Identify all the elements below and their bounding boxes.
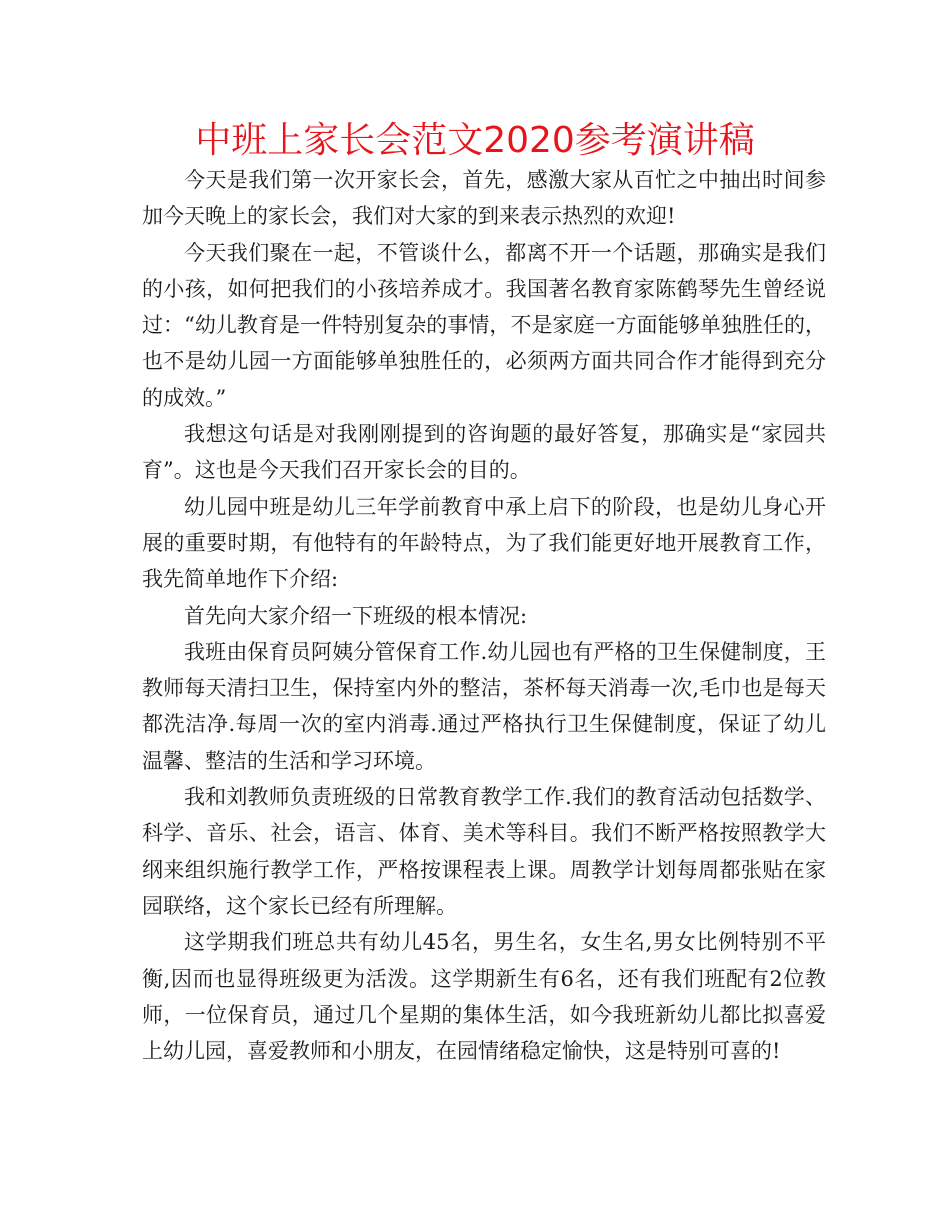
paragraph-4: 幼儿园中班是幼儿三年学前教育中承上启下的阶段，也是幼儿身心开展的重要时期，有他特有的年龄特点，为了我们能更好地开展教育工作，我先简单地作下介绍: [142,494,826,592]
paragraph-3: 我想这句话是对我刚刚提到的咨询题的最好答复，那确实是“家园共育”。这也是今天我们召开家长会的目的。 [142,422,826,483]
paragraph-1: 今天是我们第一次开家长会，首先，感激大家从百忙之中抽出时间参加今天晚上的家长会，我们对大家的到来表示热烈的欢迎! [142,168,826,229]
paragraph-2: 今天我们聚在一起，不管谈什么，都离不开一个话题，那确实是我们的小孩，如何把我们的小孩培养成才。我国著名教育家陈鹤琴先生曾经说过：“幼儿教育是一件特别复杂的事情，不是家庭一方面能够单独胜任的，也不是幼儿园一方面能够单独胜任的，必须两方面共同合作才能得到充分的成效。” [142,240,826,410]
paragraph-6: 我班由保育员阿姨分管保育工作.幼儿园也有严格的卫生保健制度，王教师每天清扫卫生，保持室内外的整洁，茶杯每天消毒一次,毛巾也是每天都洗洁净.每周一次的室内消毒.通过严格执行卫生保健制度，保证了幼儿温馨、整洁的生活和学习环境。 [142,639,826,773]
paragraph-7: 我和刘教师负责班级的日常教育教学工作.我们的教育活动包括数学、科学、音乐、社会，语言、体育、美术等科目。我们不断严格按照教学大纲来组织施行教学工作，严格按课程表上课。周教学计划每周都张贴在家园联络，这个家长已经有所理解。 [142,785,826,918]
document-body [142,162,826,1069]
document-title: 中班上家长会范文2020参考演讲稿 [195,120,755,161]
paragraph-8: 这学期我们班总共有幼儿45名，男生名，女生名,男女比例特别不平衡,因而也显得班级更为活泼。这学期新生有6名，还有我们班配有2位教师，一位保育员，通过几个星期的集体生活，如今我班新幼儿都比拟喜爱上幼儿园，喜爱教师和小朋友，在园情绪稳定愉快，这是特别可喜的! [142,930,826,1064]
paragraph-5: 首先向大家介绍一下班级的根本情况: [184,603,528,628]
